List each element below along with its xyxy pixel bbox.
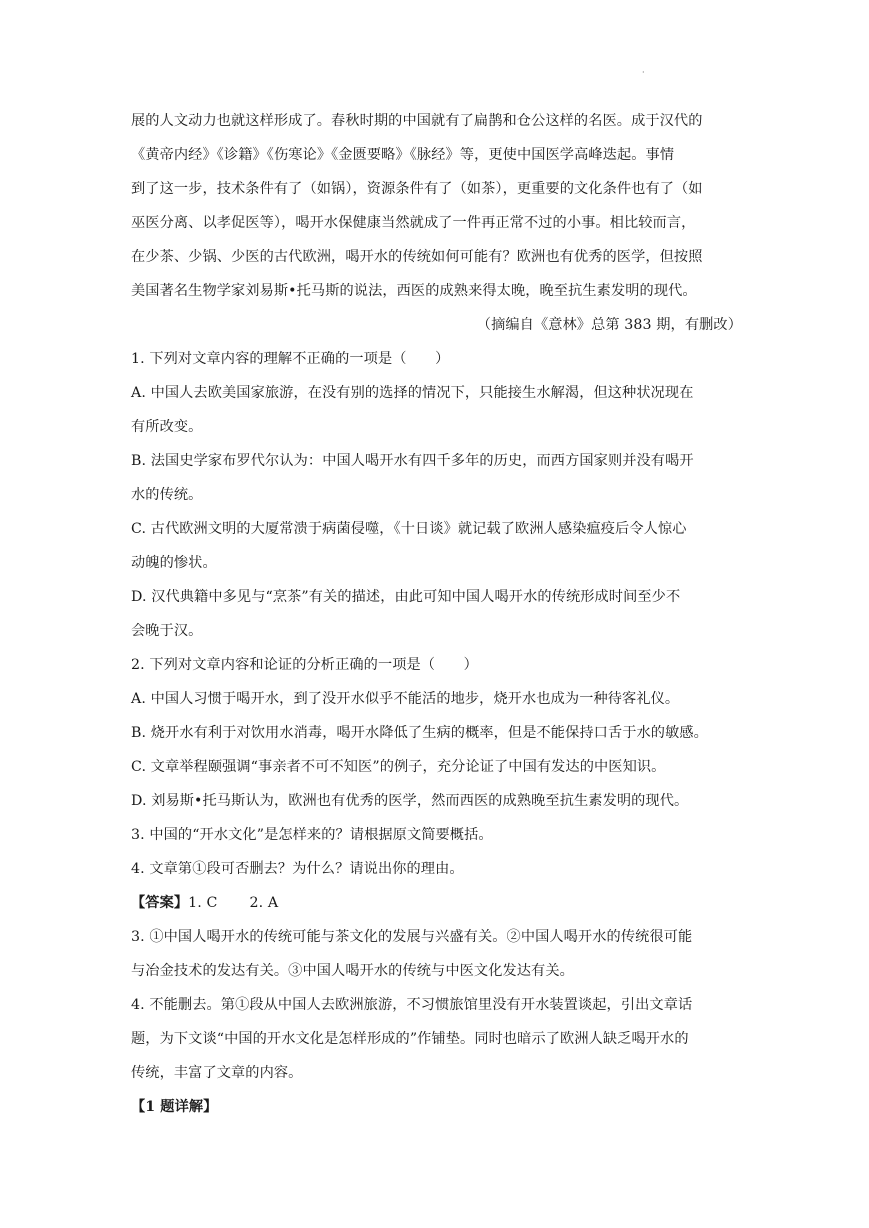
document-page (131, 104, 742, 1124)
answer-4-line: 传统，丰富了文章的内容。 (131, 1065, 303, 1081)
detail-heading: 【1 题详解】 (131, 1099, 218, 1115)
q1-option-d: D. 汉代典籍中多见与“烹茶”有关的描述，由此可知中国人喝开水的传统形成时间至少不 (131, 589, 681, 605)
question-2-stem: 2. 下列对文章内容和论证的分析正确的一项是（ ） (131, 657, 478, 673)
passage-line: 展的人文动力也就这样形成了。春秋时期的中国就有了扁鹊和仓公这样的名医。成于汉代的 (131, 113, 703, 129)
answer-3-line: 与冶金技术的发达有关。③中国人喝开水的传统与中医文化发达有关。 (131, 963, 574, 979)
q2-option-d: D. 刘易斯•托马斯认为，欧洲也有优秀的医学，然而西医的成熟晚至抗生素发明的现代。 (131, 793, 689, 809)
q1-option-b-cont: 水的传统。 (131, 487, 203, 503)
q1-option-a-cont: 有所改变。 (131, 419, 203, 435)
q1-option-c-cont: 动魄的惨状。 (131, 555, 217, 571)
question-4: 4. 文章第①段可否删去？为什么？请说出你的理由。 (131, 861, 464, 877)
q2-option-c: C. 文章举程颐强调“事亲者不可不知医”的例子，充分论证了中国有发达的中医知识。 (131, 759, 666, 775)
q2-option-b: B. 烧开水有利于对饮用水消毒，喝开水降低了生病的概率，但是不能保持口舌于水的敏感。 (131, 725, 708, 741)
answer-2: 2. A (249, 895, 279, 911)
question-3: 3. 中国的“开水文化”是怎样来的？请根据原文简要概括。 (131, 827, 493, 843)
q1-option-d-cont: 会晚于汉。 (131, 623, 203, 639)
answer-line (131, 886, 742, 920)
passage-line: 巫医分离、以孝促医等），喝开水保健康当然就成了一件再正常不过的小事。相比较而言， (131, 215, 696, 231)
passage-line: 到了这一步，技术条件有了（如锅），资源条件有了（如茶），更重要的文化条件也有了（如 (131, 181, 703, 197)
question-1-stem: 1. 下列对文章内容的理解不正确的一项是（ ） (131, 351, 450, 367)
source-citation: （摘编自《意林》总第 383 期，有删改） (476, 317, 742, 333)
corner-mark: · (642, 68, 645, 77)
answer-1: 1. C (188, 895, 218, 911)
answer-4-line: 题，为下文谈“中国的开水文化是怎样形成的”作铺垫。同时也暗示了欧洲人缺乏喝开水的 (131, 1031, 689, 1047)
answer-4-line: 4. 不能删去。第①段从中国人去欧洲旅游，不习惯旅馆里没有开水装置谈起，引出文章话 (131, 997, 693, 1013)
passage-line: 在少茶、少锅、少医的古代欧洲，喝开水的传统如何可能有？欧洲也有优秀的医学，但按照 (131, 249, 703, 265)
q2-option-a: A. 中国人习惯于喝开水，到了没开水似乎不能活的地步，烧开水也成为一种待客礼仪。 (131, 691, 680, 707)
answer-3-line: 3. ①中国人喝开水的传统可能与茶文化的发展与兴盛有关。②中国人喝开水的传统很可能 (131, 929, 693, 945)
passage-line: 美国著名生物学家刘易斯•托马斯的说法，西医的成熟来得太晚，晚至抗生素发明的现代。 (131, 283, 697, 299)
q1-option-a: A. 中国人去欧美国家旅游，在没有别的选择的情况下，只能接生水解渴，但这种状况现在 (131, 385, 694, 401)
q1-option-c: C. 古代欧洲文明的大厦常溃于病菌侵噬，《十日谈》就记载了欧洲人感染瘟疫后令人惊心 (131, 521, 687, 537)
answer-label: 【答案】 (131, 895, 189, 911)
passage-line: 《黄帝内经》《诊籍》《伤寒论》《金匮要略》《脉经》等，更使中国医学高峰迭起。事情 (131, 147, 675, 163)
q1-option-b: B. 法国史学家布罗代尔认为：中国人喝开水有四千多年的历史，而西方国家则并没有喝开 (131, 453, 694, 469)
